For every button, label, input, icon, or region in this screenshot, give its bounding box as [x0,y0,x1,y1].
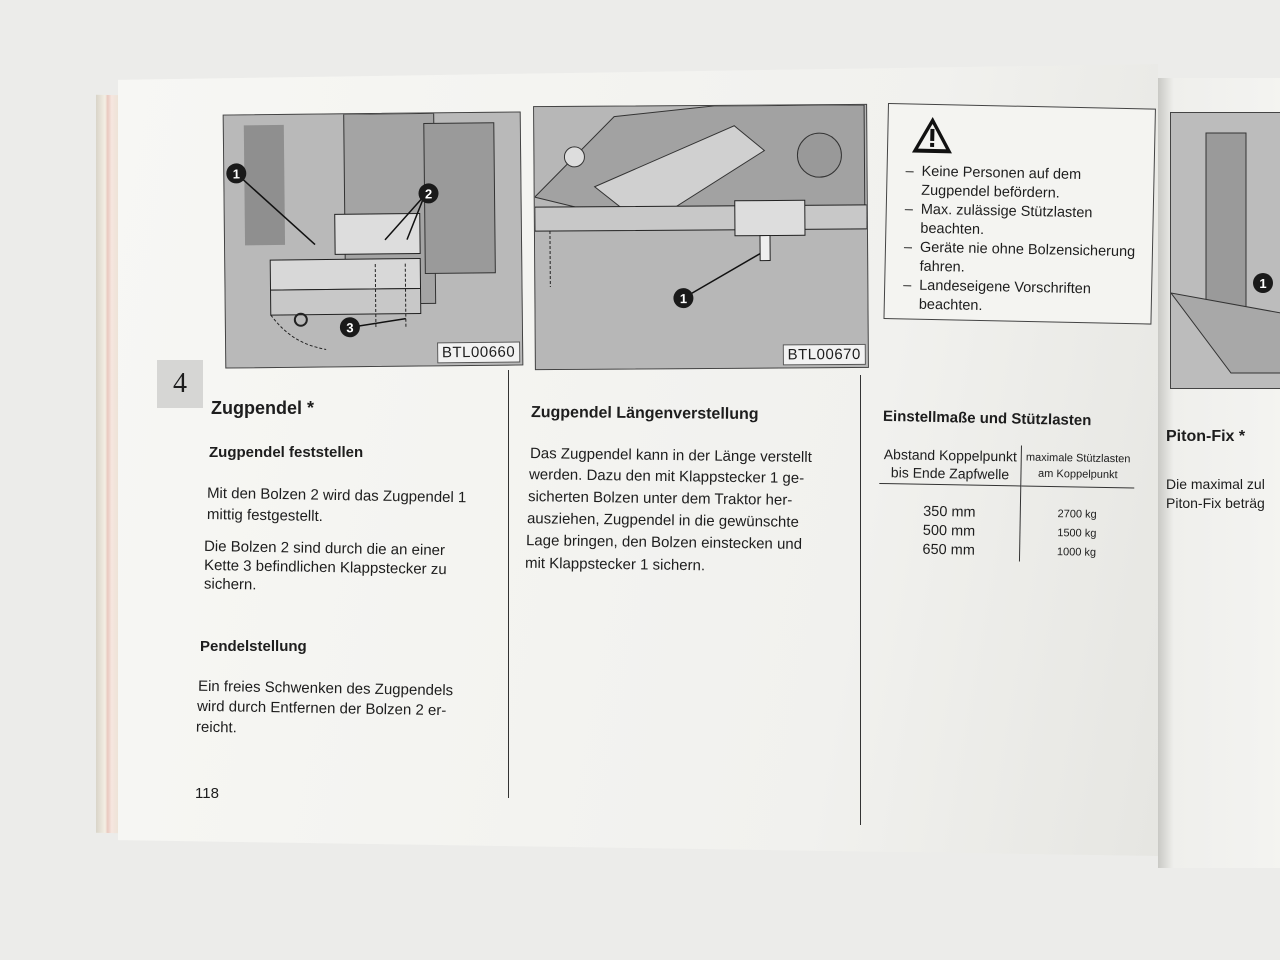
column-divider [860,375,861,825]
table-cell: 500 mm [922,522,976,540]
table-cell: 350 mm [923,503,976,521]
section-title: Piton-Fix * [1166,428,1246,445]
warning-item: – Max. zulässige Stützlasten beachten. [904,201,1093,239]
callout-1 [1253,273,1273,293]
subheading: Zugpendel feststellen [209,444,364,461]
drawbar-illustration [224,112,523,367]
svg-text:2: 2 [424,186,433,202]
section-title: Einstellmaße und Stützlasten [882,407,1092,430]
figure-code: BTL00660 [437,341,520,363]
column-header: Abstand Koppelpunkt bis Ende Zapfwelle [879,443,1021,486]
figure-piton-fix [1170,112,1280,389]
paragraph-line: Lage bringen, den Bolzen einstecken und [525,532,803,553]
paragraph-line: Mit den Bolzen 2 wird das Zugpendel 1 [206,484,467,507]
table-cell: 1500 kg [1020,523,1133,544]
svg-text:1: 1 [1259,276,1267,291]
warning-item: – Keine Personen auf dem Zugpendel befördern. [905,163,1082,202]
chapter-tab: 4 [157,360,203,408]
svg-text:1: 1 [232,166,240,182]
warning-triangle-icon [910,114,955,155]
paragraph-line: mittig festgestellt. [206,505,324,526]
figure-code: BTL00670 [783,344,866,366]
column-header: maximale Stützlasten am Koppelpunkt [1021,445,1135,487]
table-cell: 2700 kg [1020,486,1134,525]
warning-box [883,103,1155,325]
paragraph-line: sicherten Bolzen unter dem Traktor her- [527,488,793,509]
column-divider [508,370,509,798]
svg-text:3: 3 [346,320,354,336]
paragraph-line: Die maximal zul [1166,476,1265,492]
table-cell: 1000 kg [1020,542,1133,563]
paragraph-line: Piton-Fix beträg [1166,495,1265,511]
warning-item: – Geräte nie ohne Bolzensicherung fahren. [903,239,1136,276]
paragraph-line: Kette 3 befindlichen Klappstecker zu [203,556,447,579]
page-number: 118 [195,785,219,802]
section-title: Zugpendel * [211,398,314,418]
paragraph-line: wird durch Entfernen der Bolzen 2 er- [196,697,447,720]
paragraph-line: ausziehen, Zugpendel in die gewünschte [526,510,799,531]
paragraph-line: sichern. [203,575,257,594]
spec-table [878,443,1135,563]
section-title: Zugpendel Längenverstellung [530,404,759,423]
callout-1 [673,288,693,308]
warning-list [903,162,1137,319]
subheading: Pendelstellung [200,638,307,655]
paragraph-line: reicht. [195,718,238,737]
piton-fix-illustration [1171,113,1280,388]
table-cell: 650 mm [922,541,976,559]
svg-text:1: 1 [679,291,688,307]
paragraph-line: Ein freies Schwenken des Zugpendels [197,677,454,700]
paragraph-line: werden. Dazu den mit Klappstecker 1 ge- [528,466,805,487]
figure-drawbar-pins [223,111,524,368]
paragraph-line: Die Bolzen 2 sind durch die an einer [203,537,446,560]
figure-drawbar-length [533,104,869,370]
paragraph-line: Das Zugpendel kann in der Länge verstellt [529,445,812,466]
warning-item: – Landeseigene Vorschriften beachten. [903,277,1092,315]
drawbar-length-illustration [534,105,868,369]
paragraph-line: mit Klappstecker 1 sichern. [524,554,706,575]
